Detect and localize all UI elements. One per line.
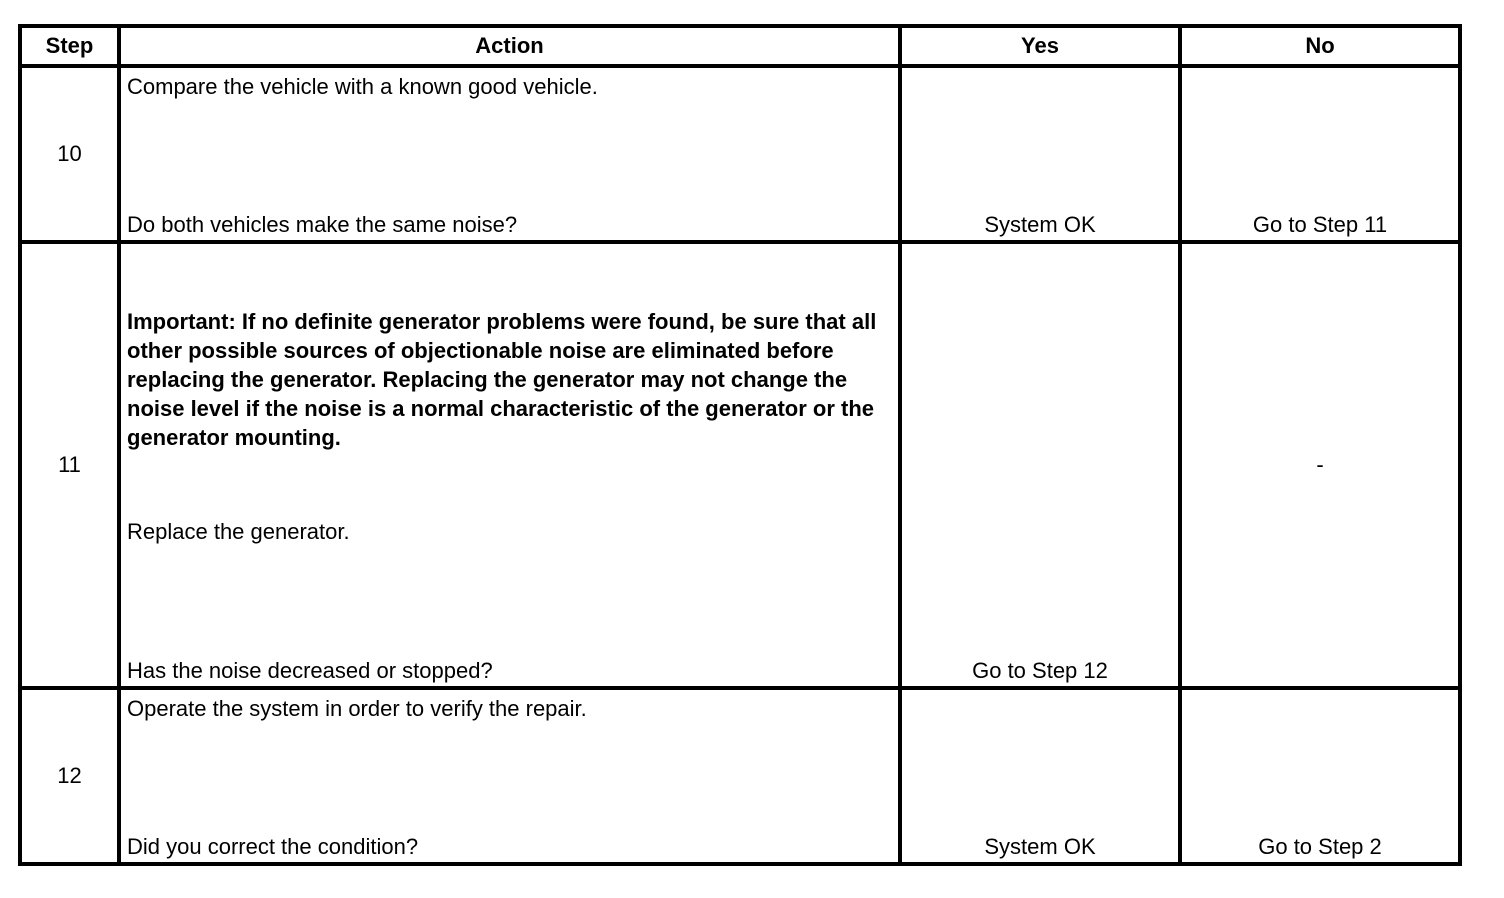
no-cell xyxy=(1180,688,1460,864)
action-cell xyxy=(119,242,900,688)
action-question: Do both vehicles make the same noise? xyxy=(127,212,518,237)
action-question: Has the noise decreased or stopped? xyxy=(127,658,493,683)
important-note: Important: If no definite generator problems were found, be sure that all other possible sources of objectionable noise are eliminated before replacing the generator. Replacing the generator may not change the noise level if the noise is a normal characteristic of the generator or the generator mounting. xyxy=(127,309,877,450)
action-cell xyxy=(119,688,900,864)
header-action: Action xyxy=(119,26,900,66)
header-yes: Yes xyxy=(900,26,1180,66)
table-row xyxy=(20,66,1460,242)
header-step: Step xyxy=(20,26,119,66)
no-result: Go to Step 11 xyxy=(1252,212,1388,237)
yes-cell xyxy=(900,66,1180,242)
action-instruction: Operate the system in order to verify the repair. xyxy=(127,696,587,721)
action-cell xyxy=(119,66,900,242)
action-instruction: Compare the vehicle with a known good vehicle. xyxy=(127,74,598,99)
no-result: Go to Step 2 xyxy=(1258,834,1382,859)
yes-result: System OK xyxy=(984,212,1096,237)
step-number: 12 xyxy=(20,688,119,864)
step-number: 10 xyxy=(20,66,119,242)
diagnostic-table xyxy=(18,24,1462,866)
no-cell xyxy=(1180,242,1460,688)
yes-cell xyxy=(900,242,1180,688)
step-number: 11 xyxy=(20,242,119,688)
yes-result: Go to Step 12 xyxy=(972,658,1108,683)
yes-cell xyxy=(900,688,1180,864)
header-row xyxy=(20,26,1460,66)
header-no: No xyxy=(1180,26,1460,66)
table-row xyxy=(20,688,1460,864)
no-cell xyxy=(1180,66,1460,242)
action-instruction: Replace the generator. xyxy=(127,519,350,544)
no-result: - xyxy=(1316,452,1324,477)
table-row xyxy=(20,242,1460,688)
action-question: Did you correct the condition? xyxy=(127,834,419,859)
yes-result: System OK xyxy=(984,834,1096,859)
